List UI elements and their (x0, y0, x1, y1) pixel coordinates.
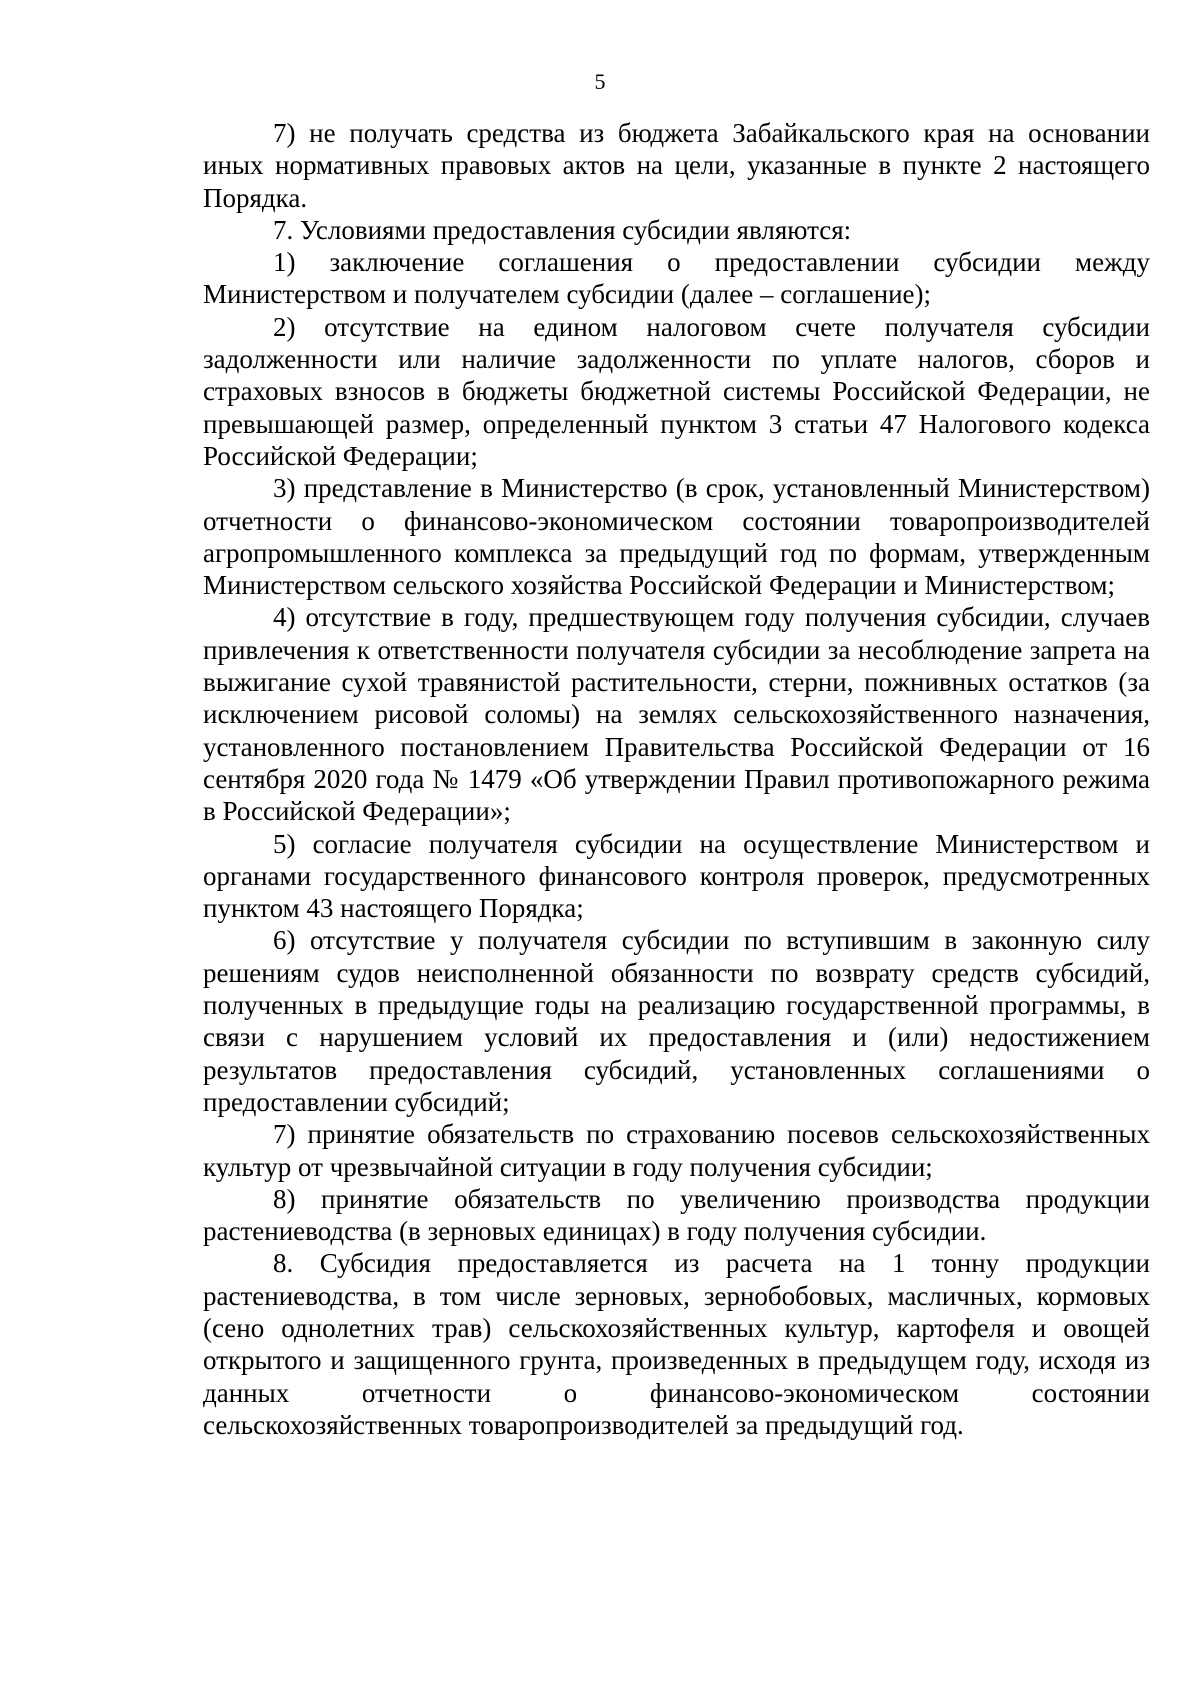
paragraph-condition-5: 5) согласие получателя субсидии на осуществление Министерством и органами государственного финансового контроля проверок, предусмотренных пунктом 43 настоящего Порядка; (203, 828, 1150, 924)
page-number: 5 (594, 69, 606, 94)
paragraph-condition-1: 1) заключение соглашения о предоставлении субсидии между Министерством и получателем субсидии (далее – соглашение); (203, 247, 1150, 310)
paragraph-condition-8: 8) принятие обязательств по увеличению производства продукции растениеводства (в зерновых единицах) в году получения субсидии. (203, 1183, 1150, 1247)
paragraph-condition-7: 7) принятие обязательств по страхованию посевов сельскохозяйственных культур от чрезвычайной ситуации в году получения субсидии; (203, 1119, 1150, 1182)
paragraph-condition-6: 6) отсутствие у получателя субсидии по вступившим в законную силу решениям судов неисполненной обязанности по возврату средств субсидий, полученных в предыдущие годы на реализацию государственной программы, в связи с нарушением условий их предоставления и (или) недостижением результатов предоставления субсидий, установленных соглашениями о предоставлении субсидий; (203, 925, 1150, 1117)
paragraph-condition-4: 4) отсутствие в году, предшествующем году получения субсидии, случаев привлечения к ответственности получателя субсидии за несоблюдение запрета на выжигание сухой травянистой растительности, стерни, пожнивных остатков (за исключением рисовой соломы) на землях сельскохозяйственного назначения, установленного постановлением Правительства Российской Федерации от 16 сентября 2020 года № 1479 «Об утверждении Правил противопожарного режима в Российской Федерации»; (203, 602, 1150, 827)
paragraph-condition-3: 3) представление в Министерство (в срок, установленный Министерством) отчетности о финансово-экономическом состоянии товаропроизводителей агропромышленного комплекса за предыдущий год по формам, утвержденным Министерством сельского хозяйства Российской Федерации и Министерством; (203, 473, 1150, 601)
paragraph-section-8: 8. Субсидия предоставляется из расчета на 1 тонну продукции растениеводства, в том числе зерновых, зернобобовых, масличных, кормовых (сено однолетних трав) сельскохозяйственных культур, картофеля и овощей открытого и защищенного грунта, произведенных в предыдущем году, исходя из данных отчетности о финансово-экономическом состоянии сельскохозяйственных товаропроизводителей за предыдущий год. (203, 1248, 1150, 1440)
paragraph-item-7-no-other-funding: 7) не получать средства из бюджета Забайкальского края на основании иных нормативных правовых актов на цели, указанные в пункте 2 настоящего Порядка. (203, 118, 1150, 213)
paragraph-section-7-heading: 7. Условиями предоставления субсидии являются: (273, 214, 852, 245)
document-body (203, 117, 1150, 1441)
paragraph-condition-2: 2) отсутствие на едином налоговом счете получателя субсидии задолженности или наличие задолженности по уплате налогов, сборов и страховых взносов в бюджеты бюджетной системы Российской Федерации, не превышающей размер, определенный пунктом 3 статьи 47 Налогового кодекса Российской Федерации; (203, 311, 1150, 471)
